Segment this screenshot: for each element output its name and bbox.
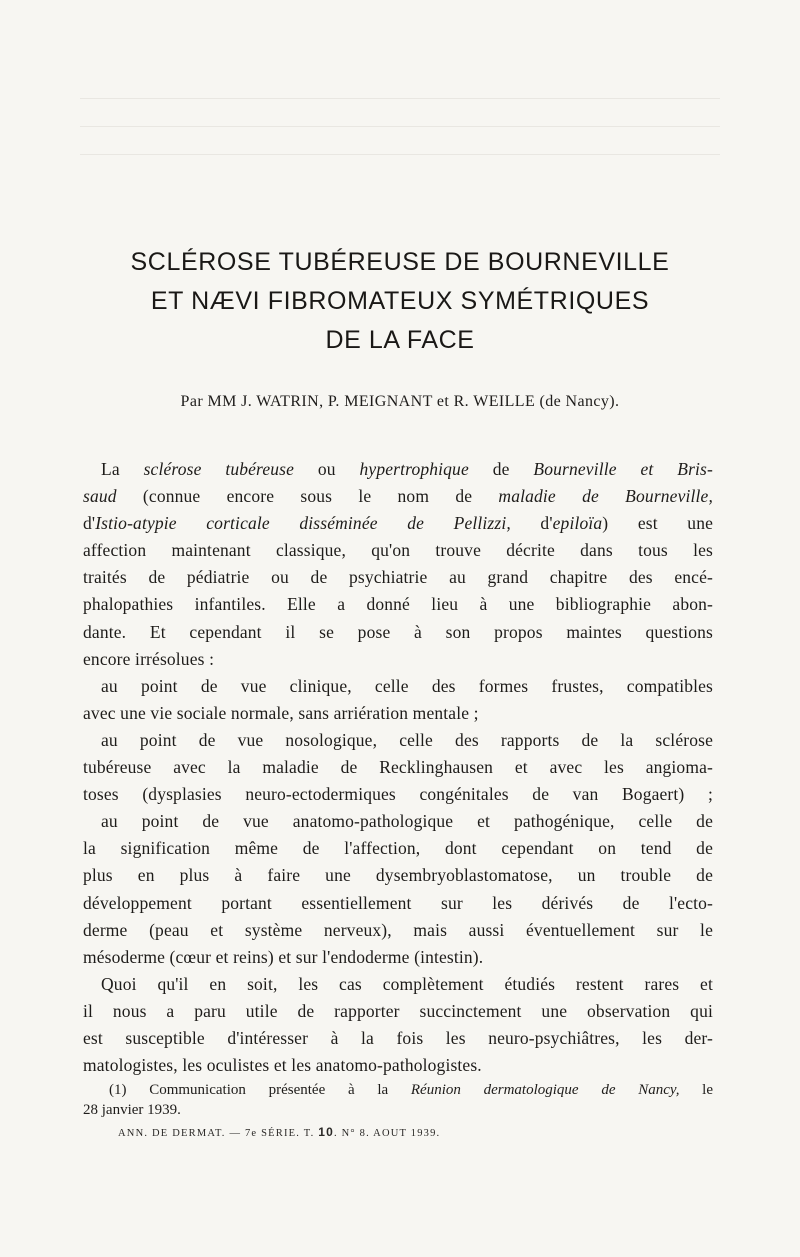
body-line: matologistes, les oculistes et les anatomo-pathologistes.: [83, 1055, 482, 1076]
journal-reference: ANN. DE DERMAT. — 7e SÉRIE. T. 10. N° 8. AOUT 1939.: [118, 1125, 441, 1139]
article-title: [60, 243, 740, 360]
title-line: SCLÉROSE TUBÉREUSE DE BOURNEVILLE: [130, 248, 670, 276]
body-line: développement portant essentiellement sur les dérivés de l'ecto-: [83, 892, 713, 913]
italic-term: hypertrophique: [359, 459, 469, 479]
footnote: [83, 1080, 713, 1120]
italic-term: saud: [83, 486, 117, 507]
body-line: traités de pédiatrie ou de psychiatrie au grand chapitre des encé-: [83, 567, 713, 588]
body-line: est susceptible d'intéresser à la fois les neuro-psychiâtres, les der-: [83, 1027, 713, 1048]
show-through-line: [80, 126, 720, 127]
author-line: Par MM J. WATRIN, P. MEIGNANT et R. WEILLE (de Nancy).: [180, 393, 620, 410]
body-line: encore irrésolues :: [83, 648, 215, 669]
body-line: la signification même de l'affection, dont cependant on tend de: [83, 838, 713, 859]
title-line: ET NÆVI FIBROMATEUX SYMÉTRIQUES: [150, 287, 650, 315]
body-line: au point de vue nosologique, celle des rapports de la sclérose: [101, 729, 713, 750]
body-line: au point de vue clinique, celle des formes frustes, compatibles: [101, 675, 713, 696]
body-line: affection maintenant classique, qu'on trouve décrite dans tous les: [83, 540, 713, 561]
body-line: dante. Et cependant il se pose à son propos maintes questions: [83, 621, 713, 642]
body-line: toses (dysplasies neuro-ectodermiques congénitales de van Bogaert) ;: [83, 784, 713, 805]
show-through-line: [80, 98, 720, 99]
article-body: [83, 456, 713, 1079]
body-line: mésoderme (cœur et reins) et sur l'endoderme (intestin).: [83, 946, 484, 967]
body-line: plus en plus à faire une dysembryoblastomatose, un trouble de: [83, 865, 713, 886]
volume-number: 10: [318, 1125, 334, 1139]
title-line: DE LA FACE: [325, 326, 475, 354]
body-line: La sclérose tubéreuse ou hypertrophique de Bourneville et Bris-: [101, 459, 713, 479]
italic-term: Istio-atypie corticale disséminée de Pellizzi,: [95, 513, 511, 534]
body-line: derme (peau et système nerveux), mais aussi éventuellement sur le: [83, 919, 713, 940]
show-through-line: [80, 154, 720, 155]
italic-term: Bourneville et Bris-: [533, 459, 713, 479]
footnote-line: 28 janvier 1939.: [83, 1102, 181, 1118]
italic-term: Réunion dermatologique de Nancy,: [410, 1082, 680, 1098]
body-line: il nous a paru utile de rapporter succinctement une observation qui: [83, 1000, 713, 1021]
body-line: d'Istio-atypie corticale disséminée de Pellizzi, d'epiloïa) est une: [83, 513, 714, 534]
body-line: au point de vue anatomo-pathologique et pathogénique, celle de: [101, 811, 713, 832]
body-line: avec une vie sociale normale, sans arriération mentale ;: [83, 702, 479, 723]
body-line: phalopathies infantiles. Elle a donné lieu à une bibliographie abon-: [83, 594, 713, 615]
body-line: Quoi qu'il en soit, les cas complètement étudiés restent rares et: [101, 973, 713, 994]
italic-term: maladie de Bourneville,: [498, 486, 713, 507]
footnote-line: (1) Communication présentée à la Réunion dermatologique de Nancy, le: [109, 1082, 714, 1098]
italic-term: sclérose tubéreuse: [143, 459, 295, 479]
body-line: tubéreuse avec la maladie de Recklinghausen et avec les angioma-: [83, 757, 713, 778]
body-line: saud (connue encore sous le nom de maladie de Bourneville,: [83, 486, 713, 507]
italic-term: epiloïa: [552, 513, 603, 534]
